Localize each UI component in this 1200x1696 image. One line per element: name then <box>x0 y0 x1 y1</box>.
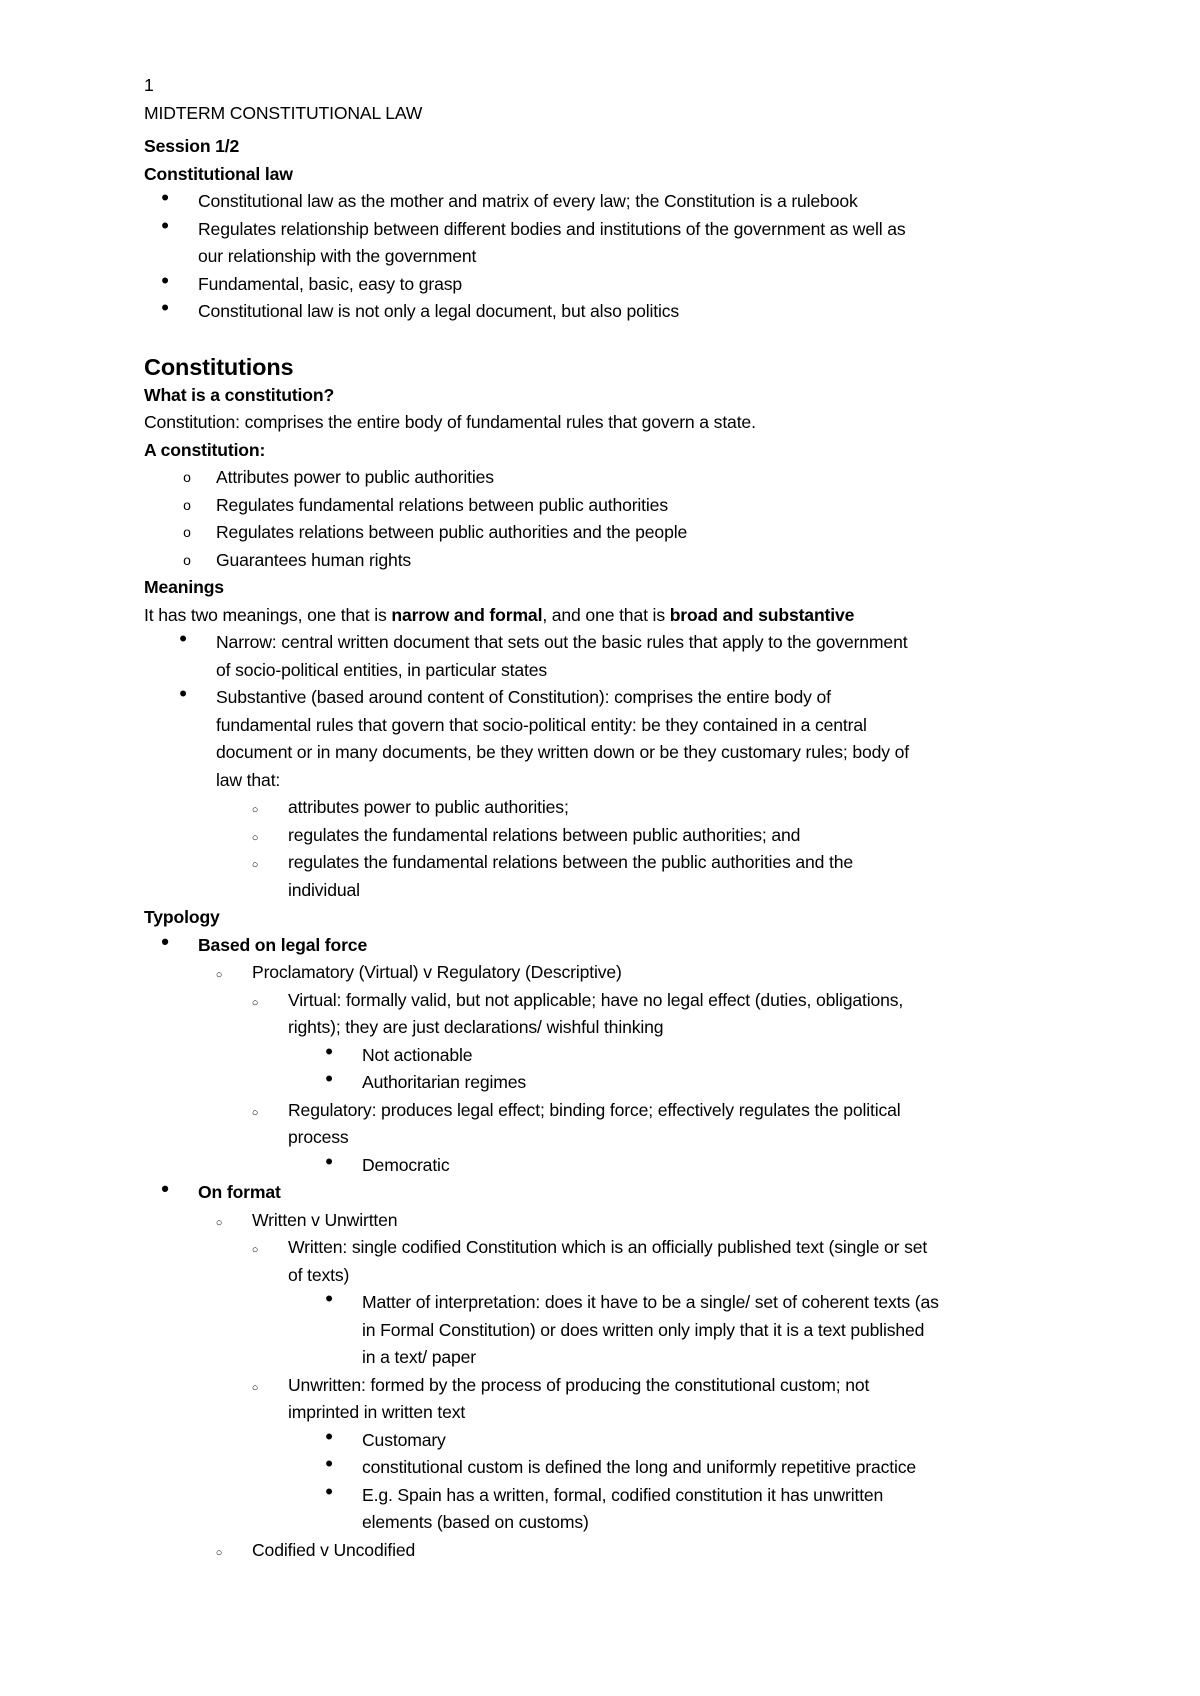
list-item: o Guarantees human rights <box>144 547 1074 575</box>
bullet-icon <box>322 1042 336 1070</box>
list-item: • Narrow: central written document that sets out the basic rules that apply to the government of socio-political entities, in particular states <box>144 629 1074 684</box>
list-item: • E.g. Spain has a written, formal, codified constitution it has unwritten elements (based on customs) <box>144 1482 1074 1537</box>
list-item: ○ regulates the fundamental relations between the public authorities and the individual <box>144 849 1074 904</box>
list-item: • Regulates relationship between different bodies and institutions of the government as well as our relationship with the government <box>144 216 1074 271</box>
bullet-icon <box>158 1179 172 1207</box>
list-item: o Attributes power to public authorities <box>144 464 1074 492</box>
list-item: ○ attributes power to public authorities; <box>144 794 1074 822</box>
list-item: • Based on legal force <box>144 932 1074 960</box>
subheading-meanings: Meanings <box>144 577 224 597</box>
bullet-icon <box>322 1482 336 1510</box>
list-item: • Authoritarian regimes <box>144 1069 1074 1097</box>
bullet-icon <box>180 519 194 547</box>
bullet-icon <box>248 822 262 853</box>
bullet-icon <box>322 1152 336 1180</box>
bullet-icon <box>176 629 190 657</box>
list-item: • Fundamental, basic, easy to grasp <box>144 271 1074 299</box>
list-item: ○ Codified v Uncodified <box>144 1537 1074 1565</box>
bullet-icon <box>212 1537 226 1568</box>
subheading-a-constitution: A constitution: <box>144 439 266 460</box>
list-item: ○ Regulatory: produces legal effect; binding force; effectively regulates the political process <box>144 1097 1074 1152</box>
bullet-icon <box>322 1069 336 1097</box>
list-item: • constitutional custom is defined the long and uniformly repetitive practice <box>144 1454 1074 1482</box>
bullet-icon <box>158 271 172 299</box>
bullet-icon <box>180 464 194 492</box>
list-item: ○ Written v Unwirtten <box>144 1207 1074 1235</box>
bullet-icon <box>322 1427 336 1455</box>
list-item: o Regulates relations between public authorities and the people <box>144 519 1074 547</box>
subheading-typology: Typology <box>144 907 220 927</box>
list-item: • Constitutional law as the mother and matrix of every law; the Constitution is a rulebook <box>144 188 1074 216</box>
bullet-icon <box>158 932 172 960</box>
list-item: • On format <box>144 1179 1074 1207</box>
bullet-icon <box>158 188 172 216</box>
list-item: • Customary <box>144 1427 1074 1455</box>
bullet-icon <box>158 298 172 326</box>
bullet-icon <box>176 684 190 712</box>
bullet-icon <box>180 547 194 575</box>
bullet-icon <box>248 987 262 1018</box>
document-title: MIDTERM CONSTITUTIONAL LAW <box>144 102 423 123</box>
bullet-icon <box>248 1097 262 1128</box>
subheading-what-is: What is a constitution? <box>144 384 335 405</box>
list-item: • Not actionable <box>144 1042 1074 1070</box>
bullet-icon <box>248 1234 262 1265</box>
document-page <box>144 72 1074 1564</box>
bullet-icon <box>248 849 262 880</box>
list-item: • Matter of interpretation: does it have to be a single/ set of coherent texts (as in Formal Constitution) or does written only imply that it is a text published in a text/ paper <box>144 1289 1074 1372</box>
bullet-icon <box>248 794 262 825</box>
definition-text: Constitution: comprises the entire body of fundamental rules that govern a state. <box>144 412 756 432</box>
list-item: ○ Virtual: formally valid, but not applicable; have no legal effect (duties, obligations, rights); they are just declarations/ wishful thinking <box>144 987 1074 1042</box>
list-item: o Regulates fundamental relations between public authorities <box>144 492 1074 520</box>
list-item: • Democratic <box>144 1152 1074 1180</box>
meanings-intro: It has two meanings, one that is narrow and formal, and one that is broad and substantive <box>144 604 855 625</box>
bullet-icon <box>248 1372 262 1403</box>
list-item: • Constitutional law is not only a legal document, but also politics <box>144 298 1074 326</box>
bullet-icon <box>158 216 172 244</box>
bullet-icon <box>322 1289 336 1317</box>
bullet-icon <box>180 492 194 520</box>
bullet-icon <box>212 1207 226 1238</box>
list-item: ○ Unwritten: formed by the process of producing the constitutional custom; not imprinted in written text <box>144 1372 1074 1427</box>
list-item: ○ Proclamatory (Virtual) v Regulatory (Descriptive) <box>144 959 1074 987</box>
bullet-icon <box>322 1454 336 1482</box>
session-label: Session 1/2 <box>144 136 240 156</box>
page-number: 1 <box>144 75 154 95</box>
list-item: • Substantive (based around content of Constitution): comprises the entire body of fundamental rules that govern that socio-political entity: be they contained in a central document or in many documents, be they written down or be they customary rules; body of law that: <box>144 684 1074 794</box>
section-heading-constitutions: Constitutions <box>144 353 294 380</box>
list-item: ○ regulates the fundamental relations between public authorities; and <box>144 822 1074 850</box>
bullet-icon <box>212 959 226 990</box>
list-item: ○ Written: single codified Constitution which is an officially published text (single or set of texts) <box>144 1234 1074 1289</box>
section-heading-constitutional-law: Constitutional law <box>144 163 293 184</box>
